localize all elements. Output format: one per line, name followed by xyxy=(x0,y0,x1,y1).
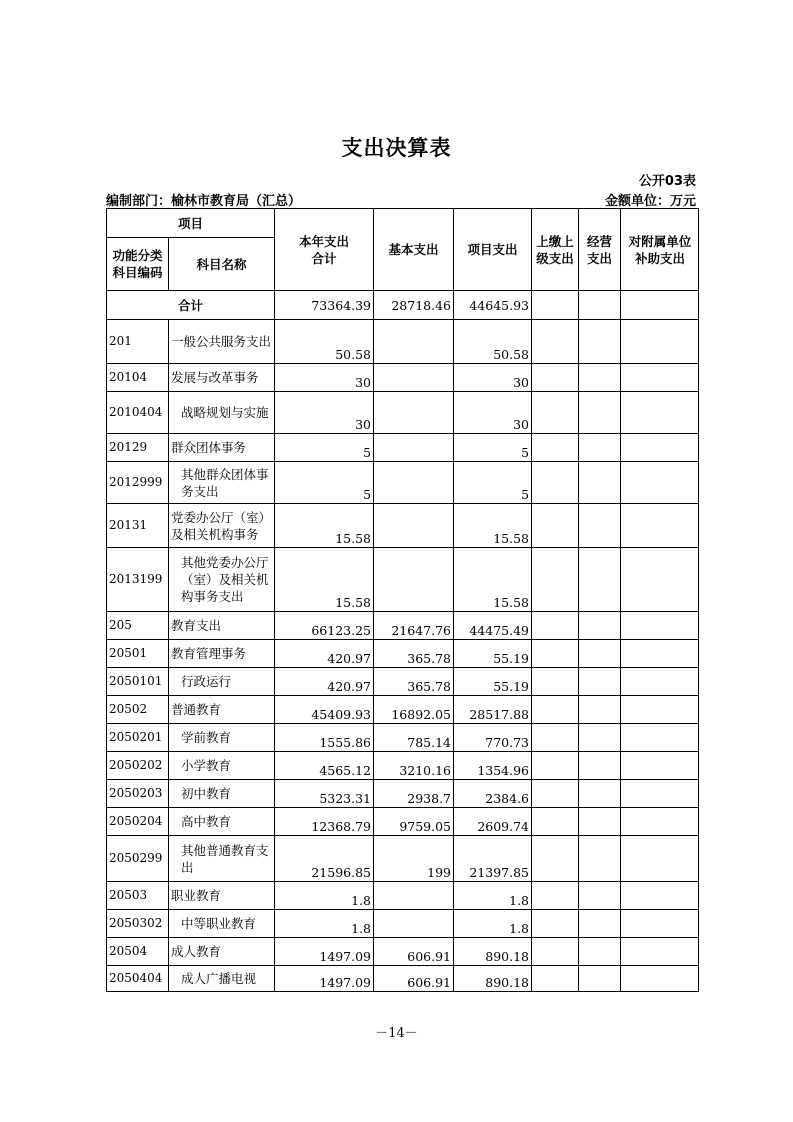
row-upper xyxy=(532,836,579,882)
row-subsidy xyxy=(621,640,699,668)
row-project: 770.73 xyxy=(454,724,532,752)
row-basic: 16892.05 xyxy=(374,696,454,724)
total-row xyxy=(107,291,699,320)
row-subsidy xyxy=(621,836,699,882)
row-project: 21397.85 xyxy=(454,836,532,882)
row-total: 5 xyxy=(275,462,374,504)
row-code: 2050202 xyxy=(107,752,169,780)
row-total: 420.97 xyxy=(275,640,374,668)
row-code: 20504 xyxy=(107,938,169,966)
table-row xyxy=(107,668,699,696)
row-subject-name: 行政运行 xyxy=(169,668,275,696)
table-row xyxy=(107,612,699,640)
row-subject-name: 成人教育 xyxy=(169,938,275,966)
row-basic: 2938.7 xyxy=(374,780,454,808)
row-business xyxy=(579,504,621,548)
table-row xyxy=(107,434,699,462)
row-code: 2050101 xyxy=(107,668,169,696)
row-total: 5323.31 xyxy=(275,780,374,808)
row-project: 1.8 xyxy=(454,882,532,910)
expenditure-table xyxy=(106,208,699,992)
row-basic xyxy=(374,434,454,462)
row-total: 1497.09 xyxy=(275,938,374,966)
row-basic xyxy=(374,548,454,612)
row-business xyxy=(579,320,621,364)
row-total: 4565.12 xyxy=(275,752,374,780)
row-total: 30 xyxy=(275,392,374,434)
row-upper xyxy=(532,462,579,504)
row-project: 44475.49 xyxy=(454,612,532,640)
row-subject-name: 其他党委办公厅（室）及相关机构事务支出 xyxy=(169,548,275,612)
row-code: 205 xyxy=(107,612,169,640)
header-business-text: 经营支出 xyxy=(587,233,613,266)
row-project: 890.18 xyxy=(454,966,532,992)
row-subsidy xyxy=(621,938,699,966)
row-business xyxy=(579,808,621,836)
row-code: 2050302 xyxy=(107,910,169,938)
row-subsidy xyxy=(621,504,699,548)
row-upper xyxy=(532,780,579,808)
row-subject-name: 一般公共服务支出 xyxy=(169,320,275,364)
row-subject-name: 教育支出 xyxy=(169,612,275,640)
row-basic: 606.91 xyxy=(374,966,454,992)
row-subsidy xyxy=(621,696,699,724)
header-subject-name: 科目名称 xyxy=(169,238,275,291)
row-total: 45409.93 xyxy=(275,696,374,724)
header-business xyxy=(579,209,621,291)
row-project: 15.58 xyxy=(454,504,532,548)
row-basic: 606.91 xyxy=(374,938,454,966)
row-upper xyxy=(532,668,579,696)
row-upper xyxy=(532,696,579,724)
row-code: 201 xyxy=(107,320,169,364)
row-business xyxy=(579,938,621,966)
row-business xyxy=(579,548,621,612)
table-row xyxy=(107,364,699,392)
table-row xyxy=(107,320,699,364)
row-basic xyxy=(374,392,454,434)
row-subsidy xyxy=(621,752,699,780)
row-subject-name: 教育管理事务 xyxy=(169,640,275,668)
row-subsidy xyxy=(621,966,699,992)
row-total: 1555.86 xyxy=(275,724,374,752)
row-total: 50.58 xyxy=(275,320,374,364)
row-subject-name: 学前教育 xyxy=(169,724,275,752)
row-project: 2384.6 xyxy=(454,780,532,808)
row-business xyxy=(579,392,621,434)
header-upper xyxy=(532,209,579,291)
row-project: 28517.88 xyxy=(454,696,532,724)
row-total: 66123.25 xyxy=(275,612,374,640)
row-subject-name: 职业教育 xyxy=(169,882,275,910)
row-code: 2050299 xyxy=(107,836,169,882)
department-label: 编制部门：榆林市教育局（汇总） xyxy=(106,194,302,209)
row-business xyxy=(579,696,621,724)
page-title: 支出决算表 xyxy=(341,136,452,160)
row-project: 50.58 xyxy=(454,320,532,364)
table-row xyxy=(107,808,699,836)
row-business xyxy=(579,836,621,882)
header-item: 项目 xyxy=(107,209,275,238)
table-row xyxy=(107,752,699,780)
row-project: 5 xyxy=(454,434,532,462)
table-row xyxy=(107,462,699,504)
row-upper xyxy=(532,808,579,836)
row-basic: 365.78 xyxy=(374,640,454,668)
header-subsidy-text: 对附属单位补助支出 xyxy=(628,233,692,266)
row-subsidy xyxy=(621,364,699,392)
table-row xyxy=(107,392,699,434)
header-subsidy xyxy=(621,209,699,291)
table-row xyxy=(107,504,699,548)
row-basic xyxy=(374,462,454,504)
row-basic: 3210.16 xyxy=(374,752,454,780)
row-project: 55.19 xyxy=(454,668,532,696)
row-project: 2609.74 xyxy=(454,808,532,836)
row-total: 1497.09 xyxy=(275,966,374,992)
row-upper xyxy=(532,938,579,966)
row-upper xyxy=(532,882,579,910)
total-label: 合计 xyxy=(107,291,275,320)
row-basic xyxy=(374,882,454,910)
row-total: 420.97 xyxy=(275,668,374,696)
row-subject-name: 群众团体事务 xyxy=(169,434,275,462)
row-total: 15.58 xyxy=(275,504,374,548)
row-code: 20502 xyxy=(107,696,169,724)
row-upper xyxy=(532,612,579,640)
row-business xyxy=(579,882,621,910)
table-row xyxy=(107,938,699,966)
row-total: 12368.79 xyxy=(275,808,374,836)
row-code: 2013199 xyxy=(107,548,169,612)
unit-label: 金额单位：万元 xyxy=(604,194,696,209)
row-basic xyxy=(374,364,454,392)
total-basic: 28718.46 xyxy=(374,291,454,320)
row-subject-name: 成人广播电视 xyxy=(169,966,275,992)
row-business xyxy=(579,462,621,504)
row-subject-name: 党委办公厅（室）及相关机构事务 xyxy=(169,504,275,548)
row-subject-name: 战略规划与实施 xyxy=(169,392,275,434)
header-total-text: 本年支出合计 xyxy=(299,233,350,266)
row-basic xyxy=(374,320,454,364)
row-upper xyxy=(532,910,579,938)
header-basic: 基本支出 xyxy=(374,209,454,291)
row-upper xyxy=(532,320,579,364)
total-project: 44645.93 xyxy=(454,291,532,320)
row-business xyxy=(579,612,621,640)
row-subject-name: 其他群众团体事务支出 xyxy=(169,462,275,504)
table-code: 公开03表 xyxy=(638,174,696,189)
row-total: 15.58 xyxy=(275,548,374,612)
row-code: 2050203 xyxy=(107,780,169,808)
header-project: 项目支出 xyxy=(454,209,532,291)
row-subject-name: 发展与改革事务 xyxy=(169,364,275,392)
row-upper xyxy=(532,724,579,752)
row-project: 15.58 xyxy=(454,548,532,612)
row-subsidy xyxy=(621,392,699,434)
row-subject-name: 小学教育 xyxy=(169,752,275,780)
row-basic xyxy=(374,504,454,548)
row-total: 5 xyxy=(275,434,374,462)
row-upper xyxy=(532,966,579,992)
row-basic: 9759.05 xyxy=(374,808,454,836)
row-business xyxy=(579,910,621,938)
table-row xyxy=(107,966,699,992)
row-subject-name: 高中教育 xyxy=(169,808,275,836)
row-business xyxy=(579,724,621,752)
row-project: 1354.96 xyxy=(454,752,532,780)
row-total: 1.8 xyxy=(275,882,374,910)
total-business xyxy=(579,291,621,320)
row-subsidy xyxy=(621,910,699,938)
row-code: 20131 xyxy=(107,504,169,548)
row-code: 2050201 xyxy=(107,724,169,752)
row-project: 5 xyxy=(454,462,532,504)
row-code: 2050404 xyxy=(107,966,169,992)
row-upper xyxy=(532,640,579,668)
table-row xyxy=(107,910,699,938)
row-business xyxy=(579,752,621,780)
row-subject-name: 中等职业教育 xyxy=(169,910,275,938)
total-subsidy xyxy=(621,291,699,320)
table-row xyxy=(107,640,699,668)
row-subsidy xyxy=(621,434,699,462)
row-total: 1.8 xyxy=(275,910,374,938)
row-project: 55.19 xyxy=(454,640,532,668)
row-project: 30 xyxy=(454,392,532,434)
row-subsidy xyxy=(621,780,699,808)
row-basic: 199 xyxy=(374,836,454,882)
row-basic: 365.78 xyxy=(374,668,454,696)
table-row xyxy=(107,836,699,882)
table-row xyxy=(107,882,699,910)
row-basic: 21647.76 xyxy=(374,612,454,640)
header-upper-text: 上缴上级支出 xyxy=(536,233,574,266)
row-upper xyxy=(532,392,579,434)
row-subsidy xyxy=(621,320,699,364)
row-total: 21596.85 xyxy=(275,836,374,882)
row-upper xyxy=(532,504,579,548)
row-upper xyxy=(532,364,579,392)
table-row xyxy=(107,548,699,612)
table-row xyxy=(107,724,699,752)
row-subsidy xyxy=(621,668,699,696)
row-subject-name: 其他普通教育支出 xyxy=(169,836,275,882)
row-basic: 785.14 xyxy=(374,724,454,752)
row-code: 20503 xyxy=(107,882,169,910)
row-code: 2010404 xyxy=(107,392,169,434)
header-func-code xyxy=(107,238,169,291)
row-business xyxy=(579,966,621,992)
row-business xyxy=(579,364,621,392)
row-subsidy xyxy=(621,462,699,504)
total-upper xyxy=(532,291,579,320)
row-upper xyxy=(532,752,579,780)
row-code: 2012999 xyxy=(107,462,169,504)
header-func-code-text: 功能分类科目编码 xyxy=(112,248,163,280)
row-business xyxy=(579,780,621,808)
row-subsidy xyxy=(621,808,699,836)
row-project: 1.8 xyxy=(454,910,532,938)
row-business xyxy=(579,668,621,696)
total-sum: 73364.39 xyxy=(275,291,374,320)
row-project: 30 xyxy=(454,364,532,392)
row-subject-name: 普通教育 xyxy=(169,696,275,724)
row-upper xyxy=(532,434,579,462)
row-subject-name: 初中教育 xyxy=(169,780,275,808)
row-subsidy xyxy=(621,882,699,910)
row-total: 30 xyxy=(275,364,374,392)
row-project: 890.18 xyxy=(454,938,532,966)
table-row xyxy=(107,696,699,724)
row-subsidy xyxy=(621,612,699,640)
row-basic xyxy=(374,910,454,938)
row-upper xyxy=(532,548,579,612)
row-subsidy xyxy=(621,548,699,612)
row-code: 20501 xyxy=(107,640,169,668)
header-total xyxy=(275,209,374,291)
row-business xyxy=(579,640,621,668)
table-row xyxy=(107,780,699,808)
row-business xyxy=(579,434,621,462)
row-subsidy xyxy=(621,724,699,752)
row-code: 20104 xyxy=(107,364,169,392)
row-code: 20129 xyxy=(107,434,169,462)
row-code: 2050204 xyxy=(107,808,169,836)
page-number: －14－ xyxy=(375,1026,418,1041)
